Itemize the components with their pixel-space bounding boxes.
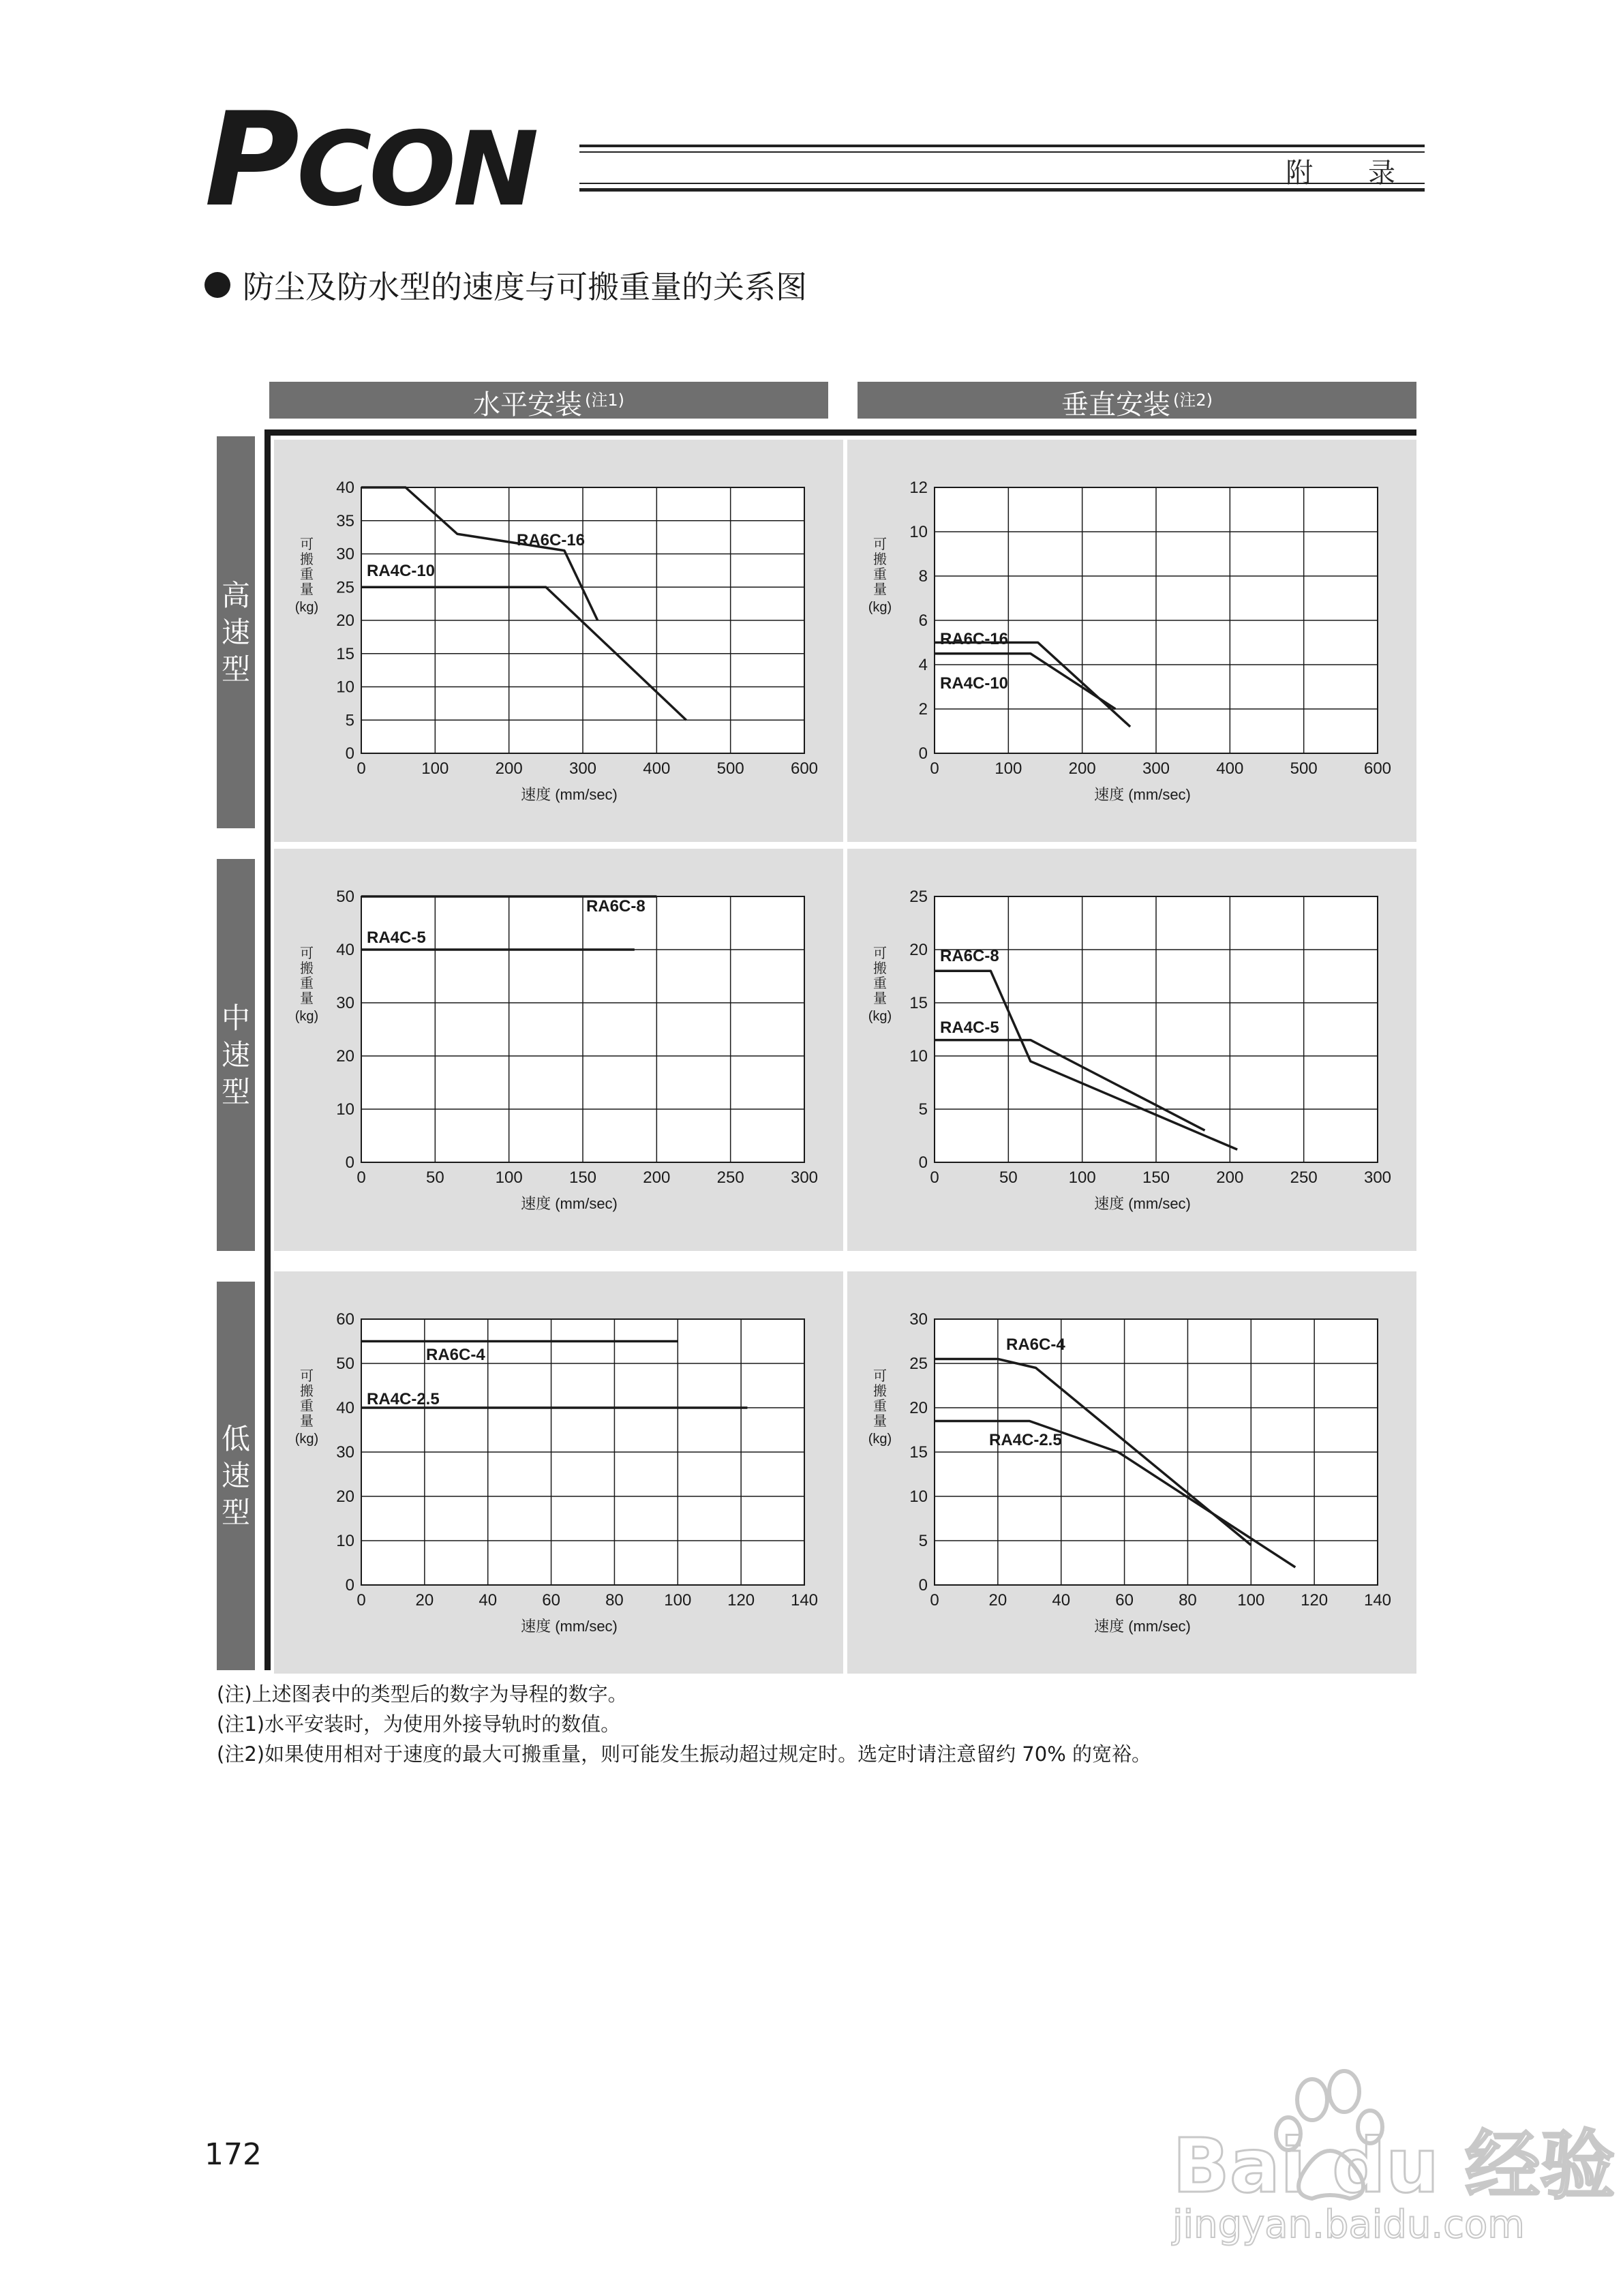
series-label: RA6C-4 bbox=[1006, 1335, 1065, 1354]
x-tick-label: 80 bbox=[605, 1591, 624, 1610]
y-tick-label: 2 bbox=[918, 700, 928, 719]
row-label-text: 高 速 型 bbox=[221, 578, 250, 686]
chart-mid-vertical bbox=[847, 849, 1416, 1251]
series-label: RA6C-4 bbox=[426, 1346, 485, 1364]
row-label-high bbox=[217, 436, 255, 828]
x-axis-label: 速度 (mm/sec) bbox=[521, 1618, 618, 1635]
y-tick-label: 30 bbox=[336, 1443, 354, 1462]
watermark-brand: Bai du 经验 bbox=[1172, 2122, 1616, 2209]
y-tick-label: 40 bbox=[336, 941, 354, 959]
y-tick-label: 40 bbox=[336, 1399, 354, 1417]
note-line: (注1)水平安装时，为使用外接导轨时的数值。 bbox=[217, 1712, 621, 1736]
x-tick-label: 40 bbox=[479, 1591, 498, 1610]
column-header-note: (注2) bbox=[1173, 391, 1213, 410]
chart-low-horizontal bbox=[274, 1271, 843, 1674]
series-label: RA6C-8 bbox=[586, 897, 646, 916]
y-axis-label: 搬 bbox=[300, 552, 314, 567]
y-tick-label: 30 bbox=[336, 545, 354, 564]
y-axis-label: 重 bbox=[873, 1399, 887, 1414]
y-axis-label: 可 bbox=[873, 537, 887, 552]
watermark-url: jingyan.baidu.com bbox=[1172, 2203, 1525, 2247]
brand-logo bbox=[204, 85, 586, 235]
y-axis-label: 量 bbox=[873, 1414, 887, 1429]
y-axis-label: 量 bbox=[300, 582, 314, 597]
x-tick-label: 40 bbox=[1052, 1591, 1071, 1610]
x-axis-label: 速度 (mm/sec) bbox=[1094, 1618, 1191, 1635]
x-tick-label: 300 bbox=[568, 759, 597, 778]
x-tick-label: 0 bbox=[357, 1591, 366, 1610]
x-tick-label: 20 bbox=[415, 1591, 434, 1610]
x-tick-label: 200 bbox=[1068, 759, 1096, 778]
y-tick-label: 15 bbox=[909, 994, 928, 1012]
column-header-label: 垂直安装 bbox=[1061, 389, 1170, 421]
y-tick-label: 10 bbox=[336, 1100, 354, 1119]
x-tick-label: 300 bbox=[790, 1168, 819, 1187]
x-tick-label: 100 bbox=[1237, 1591, 1265, 1610]
x-tick-label: 140 bbox=[790, 1591, 819, 1610]
y-axis-label: 重 bbox=[300, 976, 314, 991]
y-axis-label: 搬 bbox=[873, 552, 887, 567]
x-tick-label: 0 bbox=[930, 1591, 939, 1610]
y-tick-label: 5 bbox=[918, 1532, 928, 1550]
section-label: 附 录 bbox=[1286, 157, 1419, 189]
x-tick-label: 100 bbox=[664, 1591, 692, 1610]
x-tick-label: 100 bbox=[421, 759, 449, 778]
chart-svg bbox=[274, 849, 843, 1251]
y-tick-label: 40 bbox=[336, 479, 354, 497]
y-axis-label: 重 bbox=[300, 1399, 314, 1414]
x-tick-label: 0 bbox=[930, 759, 939, 778]
x-axis-label: 速度 (mm/sec) bbox=[521, 786, 618, 803]
y-tick-label: 6 bbox=[918, 611, 928, 630]
y-axis-label: 量 bbox=[300, 991, 314, 1006]
series-label: RA4C-5 bbox=[367, 928, 426, 947]
x-axis-label: 速度 (mm/sec) bbox=[1094, 786, 1191, 803]
x-tick-label: 300 bbox=[1363, 1168, 1392, 1187]
y-tick-label: 15 bbox=[909, 1443, 928, 1462]
watermark bbox=[1166, 2059, 1616, 2250]
chart-svg bbox=[847, 440, 1416, 842]
y-tick-label: 10 bbox=[909, 523, 928, 541]
y-tick-label: 25 bbox=[909, 1355, 928, 1373]
x-tick-label: 100 bbox=[1068, 1168, 1096, 1187]
y-tick-label: 10 bbox=[336, 678, 354, 697]
x-tick-label: 140 bbox=[1363, 1591, 1392, 1610]
note-line: (注2)如果使用相对于速度的最大可搬重量，则可能发生振动超过规定时。选定时请注意留约 70% 的宽裕。 bbox=[217, 1742, 1151, 1766]
bullet-icon bbox=[204, 272, 230, 298]
chart-mid-horizontal bbox=[274, 849, 843, 1251]
y-tick-label: 0 bbox=[345, 1153, 354, 1172]
y-axis-label: 量 bbox=[873, 582, 887, 597]
y-tick-label: 12 bbox=[909, 479, 928, 497]
y-axis-label: 可 bbox=[873, 946, 887, 961]
x-tick-label: 0 bbox=[357, 759, 366, 778]
y-axis-label: (kg) bbox=[294, 1432, 319, 1447]
x-tick-label: 150 bbox=[568, 1168, 597, 1187]
chart-svg bbox=[847, 1271, 1416, 1674]
x-tick-label: 50 bbox=[425, 1168, 444, 1187]
y-tick-label: 0 bbox=[345, 1576, 354, 1595]
x-tick-label: 0 bbox=[357, 1168, 366, 1187]
frame-top-rule bbox=[264, 429, 1416, 436]
x-axis-label: 速度 (mm/sec) bbox=[521, 1195, 618, 1212]
x-axis-label: 速度 (mm/sec) bbox=[1094, 1195, 1191, 1212]
row-label-low bbox=[217, 1282, 255, 1670]
row-label-text: 中 速 型 bbox=[221, 1001, 250, 1108]
y-axis-label: 量 bbox=[300, 1414, 314, 1429]
page-title bbox=[204, 262, 807, 307]
y-tick-label: 20 bbox=[909, 941, 928, 959]
x-tick-label: 50 bbox=[999, 1168, 1018, 1187]
y-axis-label: (kg) bbox=[294, 1009, 319, 1024]
y-tick-label: 10 bbox=[336, 1532, 354, 1550]
y-tick-label: 30 bbox=[909, 1310, 928, 1329]
y-axis-label: 搬 bbox=[300, 961, 314, 976]
series-label: RA4C-10 bbox=[367, 562, 436, 580]
x-tick-label: 400 bbox=[1216, 759, 1244, 778]
page-number: 172 bbox=[204, 2137, 262, 2172]
y-tick-label: 50 bbox=[336, 888, 354, 906]
y-tick-label: 20 bbox=[909, 1399, 928, 1417]
y-tick-label: 15 bbox=[336, 644, 354, 663]
x-tick-label: 60 bbox=[542, 1591, 560, 1610]
x-tick-label: 400 bbox=[643, 759, 671, 778]
y-axis-label: 重 bbox=[300, 567, 314, 582]
x-tick-label: 200 bbox=[495, 759, 523, 778]
frame-left-rule bbox=[264, 429, 271, 1670]
column-header-horizontal bbox=[269, 382, 828, 419]
series-label: RA6C-8 bbox=[940, 947, 999, 965]
x-tick-label: 120 bbox=[1301, 1591, 1329, 1610]
x-tick-label: 100 bbox=[495, 1168, 523, 1187]
y-tick-label: 25 bbox=[909, 888, 928, 906]
y-axis-label: 重 bbox=[873, 567, 887, 582]
watermark-svg bbox=[1166, 2059, 1616, 2250]
y-axis-label: 可 bbox=[300, 946, 314, 961]
y-axis-label: (kg) bbox=[868, 1432, 892, 1447]
x-tick-label: 200 bbox=[643, 1168, 671, 1187]
y-tick-label: 10 bbox=[909, 1487, 928, 1506]
column-header-note: (注1) bbox=[585, 391, 624, 410]
y-tick-label: 20 bbox=[336, 1487, 354, 1506]
y-axis-label: (kg) bbox=[294, 600, 319, 615]
series-label: RA4C-2.5 bbox=[989, 1431, 1062, 1449]
y-axis-label: 可 bbox=[873, 1369, 887, 1384]
y-tick-label: 50 bbox=[336, 1355, 354, 1373]
y-tick-label: 4 bbox=[918, 656, 928, 674]
row-label-text: 低 速 型 bbox=[221, 1422, 250, 1529]
y-tick-label: 20 bbox=[336, 1047, 354, 1066]
x-tick-label: 600 bbox=[1363, 759, 1392, 778]
x-tick-label: 150 bbox=[1142, 1168, 1170, 1187]
y-axis-label: 搬 bbox=[873, 1384, 887, 1399]
y-tick-label: 8 bbox=[918, 567, 928, 586]
notes bbox=[217, 1679, 1151, 1769]
y-tick-label: 5 bbox=[345, 711, 354, 730]
y-tick-label: 60 bbox=[336, 1310, 354, 1329]
x-tick-label: 120 bbox=[727, 1591, 755, 1610]
x-tick-label: 250 bbox=[1290, 1168, 1318, 1187]
y-tick-label: 30 bbox=[336, 994, 354, 1012]
y-axis-label: 量 bbox=[873, 991, 887, 1006]
x-tick-label: 300 bbox=[1142, 759, 1170, 778]
y-axis-label: 搬 bbox=[873, 961, 887, 976]
x-tick-label: 0 bbox=[930, 1168, 939, 1187]
series-label: RA6C-16 bbox=[517, 531, 586, 549]
y-tick-label: 35 bbox=[336, 511, 354, 530]
y-tick-label: 10 bbox=[909, 1047, 928, 1066]
chart-high-horizontal bbox=[274, 440, 843, 842]
page-title-text: 防尘及防水型的速度与可搬重量的关系图 bbox=[243, 269, 807, 305]
row-label-mid bbox=[217, 859, 255, 1251]
chart-svg bbox=[274, 440, 843, 842]
chart-svg bbox=[847, 849, 1416, 1251]
x-tick-label: 80 bbox=[1179, 1591, 1197, 1610]
note-line: (注)上述图表中的类型后的数字为导程的数字。 bbox=[217, 1682, 628, 1706]
series-label: RA4C-10 bbox=[940, 674, 1009, 693]
x-tick-label: 20 bbox=[988, 1591, 1007, 1610]
x-tick-label: 60 bbox=[1115, 1591, 1134, 1610]
y-tick-label: 0 bbox=[345, 744, 354, 763]
brand-logo-text: PCON bbox=[204, 85, 536, 235]
x-tick-label: 500 bbox=[1290, 759, 1318, 778]
y-tick-label: 5 bbox=[918, 1100, 928, 1119]
y-axis-label: 搬 bbox=[300, 1384, 314, 1399]
y-tick-label: 20 bbox=[336, 611, 354, 630]
x-tick-label: 500 bbox=[716, 759, 744, 778]
series-label: RA6C-16 bbox=[940, 630, 1009, 648]
y-axis-label: 重 bbox=[873, 976, 887, 991]
x-tick-label: 200 bbox=[1216, 1168, 1244, 1187]
y-tick-label: 0 bbox=[918, 1576, 928, 1595]
column-header-label: 水平安装 bbox=[473, 389, 582, 421]
y-tick-label: 0 bbox=[918, 744, 928, 763]
y-axis-label: 可 bbox=[300, 1369, 314, 1384]
x-tick-label: 250 bbox=[716, 1168, 744, 1187]
series-label: RA4C-2.5 bbox=[367, 1390, 440, 1408]
chart-svg bbox=[274, 1271, 843, 1674]
y-axis-label: 可 bbox=[300, 537, 314, 552]
x-tick-label: 100 bbox=[995, 759, 1022, 778]
column-header-vertical bbox=[858, 382, 1416, 419]
chart-high-vertical bbox=[847, 440, 1416, 842]
y-axis-label: (kg) bbox=[868, 600, 892, 615]
x-tick-label: 600 bbox=[790, 759, 819, 778]
y-axis-label: (kg) bbox=[868, 1009, 892, 1024]
y-tick-label: 25 bbox=[336, 578, 354, 597]
y-tick-label: 0 bbox=[918, 1153, 928, 1172]
chart-low-vertical bbox=[847, 1271, 1416, 1674]
series-label: RA4C-5 bbox=[940, 1018, 999, 1037]
